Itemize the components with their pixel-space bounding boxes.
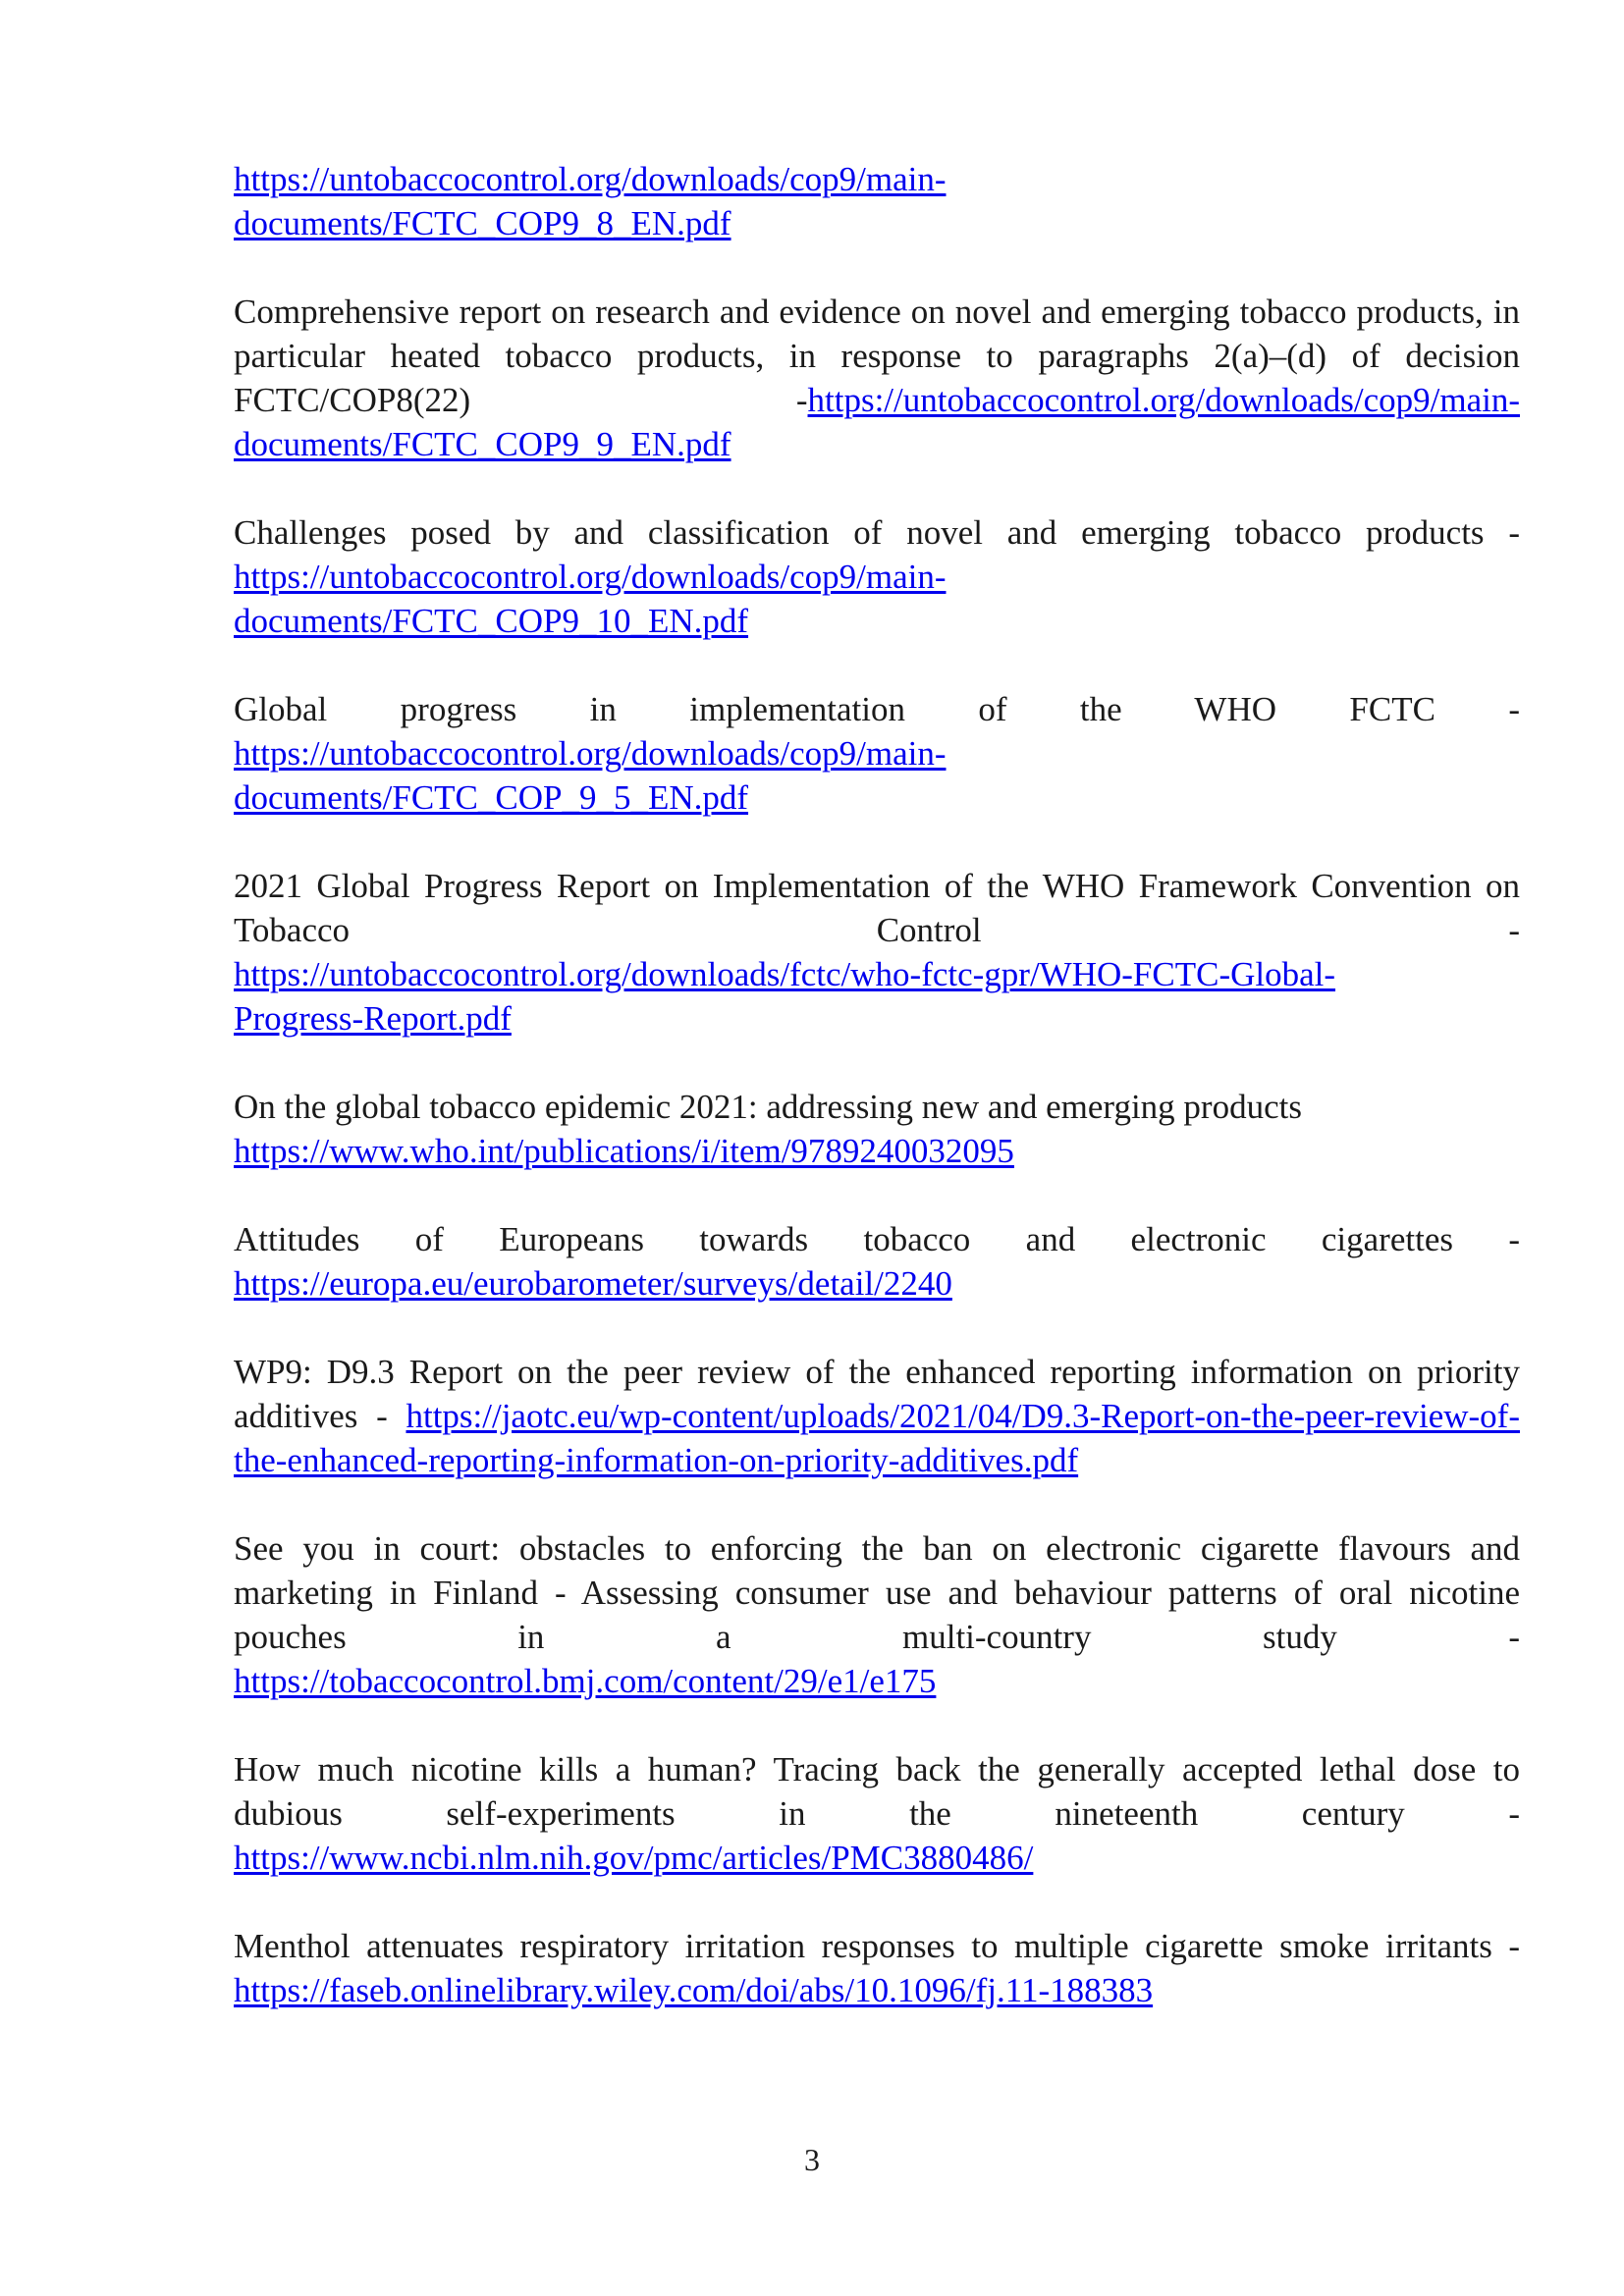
reference-text: WP9: D9.3 Report on the peer review of the enhanced reporting information on priority additives - xyxy=(234,1353,1520,1435)
reference-item xyxy=(234,157,1520,245)
reference-link[interactable]: https://www.ncbi.nlm.nih.gov/pmc/articles/PMC3880486/ xyxy=(234,1839,1034,1877)
reference-text: On the global tobacco epidemic 2021: addressing new and emerging products xyxy=(234,1088,1302,1126)
reference-item xyxy=(234,1526,1520,1703)
reference-text: See you in court: obstacles to enforcing the ban on electronic cigarette flavours and marketing in Finland - Assessing consumer use and behaviour patterns of oral nicotine pouches in a multi-country study - xyxy=(234,1529,1520,1656)
reference-text: Comprehensive report on research and evidence on novel and emerging tobacco products, in particular heated tobacco products, in response to paragraphs 2(a)–(d) of decision FCTC/COP8(22) - xyxy=(234,293,1520,419)
reference-text: How much nicotine kills a human? Tracing back the generally accepted lethal dose to dubious self-experiments in the nineteenth century - xyxy=(234,1750,1520,1833)
reference-link[interactable]: https://www.who.int/publications/i/item/9789240032095 xyxy=(234,1132,1014,1170)
reference-link[interactable]: https://jaotc.eu/wp-content/uploads/2021/04/D9.3-Report-on-the-peer-review-of-the-enhanced-reporting-information-on-priority-additives.pdf xyxy=(234,1397,1520,1479)
reference-text: Menthol attenuates respiratory irritation responses to multiple cigarette smoke irritants - xyxy=(234,1927,1520,1965)
document-page xyxy=(234,157,1520,2056)
reference-link[interactable]: https://untobaccocontrol.org/downloads/cop9/main-documents/FCTC_COP9_9_EN.pdf xyxy=(234,381,1520,463)
reference-item xyxy=(234,510,1520,643)
reference-item xyxy=(234,1924,1520,2012)
reference-text: Challenges posed by and classification of novel and emerging tobacco products - xyxy=(234,513,1520,552)
reference-link[interactable]: https://tobaccocontrol.bmj.com/content/29/e1/e175 xyxy=(234,1662,937,1700)
reference-item xyxy=(234,1085,1520,1173)
reference-link[interactable]: https://untobaccocontrol.org/downloads/cop9/main- documents/FCTC_COP_9_5_EN.pdf xyxy=(234,734,947,817)
reference-link[interactable]: https://europa.eu/eurobarometer/surveys/detail/2240 xyxy=(234,1264,952,1303)
reference-item xyxy=(234,290,1520,466)
reference-item xyxy=(234,1217,1520,1306)
reference-item xyxy=(234,1350,1520,1482)
reference-link[interactable]: https://untobaccocontrol.org/downloads/fctc/who-fctc-gpr/WHO-FCTC-Global- Progress-Report.pdf xyxy=(234,955,1336,1038)
reference-text: Attitudes of Europeans towards tobacco and electronic cigarettes - xyxy=(234,1220,1520,1258)
reference-link[interactable]: https://untobaccocontrol.org/downloads/cop9/main- documents/FCTC_COP9_8_EN.pdf xyxy=(234,160,947,242)
reference-item xyxy=(234,864,1520,1041)
reference-item xyxy=(234,687,1520,820)
reference-item xyxy=(234,1747,1520,1880)
page-number: 3 xyxy=(804,2142,820,2177)
reference-link[interactable]: https://untobaccocontrol.org/downloads/cop9/main- documents/FCTC_COP9_10_EN.pdf xyxy=(234,558,947,640)
reference-link[interactable]: https://faseb.onlinelibrary.wiley.com/doi/abs/10.1096/fj.11-188383 xyxy=(234,1971,1154,2009)
reference-text: Global progress in implementation of the WHO FCTC - xyxy=(234,690,1520,728)
reference-text: 2021 Global Progress Report on Implementation of the WHO Framework Convention on Tobacco Control - xyxy=(234,867,1520,949)
